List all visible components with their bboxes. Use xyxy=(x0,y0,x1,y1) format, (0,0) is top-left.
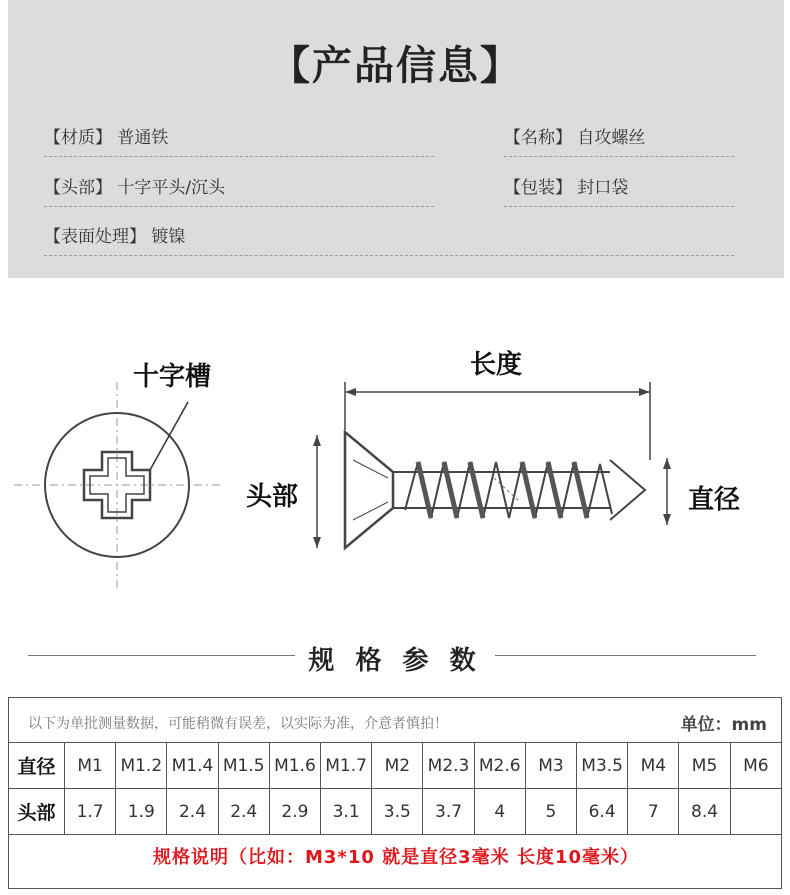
head-cell: 8.4 xyxy=(679,789,730,835)
screw-head-top-view xyxy=(14,382,222,590)
heading-rule-left xyxy=(28,655,298,656)
length-label: 长度 xyxy=(470,350,523,380)
diameter-cell: M1.5 xyxy=(218,743,269,789)
diameter-row xyxy=(9,743,782,789)
diameter-cell: M1.7 xyxy=(321,743,372,789)
diameter-cell: M6 xyxy=(730,743,781,789)
head-cell: 3.7 xyxy=(423,789,474,835)
head-cell: 2.4 xyxy=(218,789,269,835)
head-cell: 2.4 xyxy=(167,789,218,835)
diameter-cell: M1.2 xyxy=(116,743,167,789)
spec-table-box xyxy=(8,697,782,889)
heading-rule-right xyxy=(492,655,756,656)
screw-side-view xyxy=(313,382,671,548)
product-info-panel xyxy=(8,0,784,278)
head-cell: 2.9 xyxy=(269,789,320,835)
info-row-name xyxy=(504,116,734,157)
spec-table xyxy=(8,742,782,835)
head-cell: 6.4 xyxy=(577,789,628,835)
diameter-label: 直径 xyxy=(688,485,741,515)
head-cell: 4 xyxy=(474,789,525,835)
diameter-cell: M2.6 xyxy=(474,743,525,789)
screw-diagram xyxy=(0,300,790,620)
diameter-cell: M3.5 xyxy=(577,743,628,789)
unit-label: 单位：mm xyxy=(680,715,767,735)
head-row xyxy=(9,789,782,835)
diameter-cell: M1.4 xyxy=(167,743,218,789)
packaging-text: 【包装】 封口袋 xyxy=(504,178,629,198)
head-label: 头部 xyxy=(246,482,299,512)
head-text: 【头部】 十字平头/沉头 xyxy=(44,178,226,198)
name-text: 【名称】 自攻螺丝 xyxy=(504,128,646,148)
diameter-cell: M2 xyxy=(372,743,423,789)
head-cell: 5 xyxy=(525,789,576,835)
info-row-material xyxy=(44,116,434,157)
cross-slot-label: 十字槽 xyxy=(133,362,212,392)
diameter-cell: M1.6 xyxy=(269,743,320,789)
spec-heading: 规 格 参 数 xyxy=(295,640,495,677)
head-cell xyxy=(730,789,781,835)
material-text: 【材质】 普通铁 xyxy=(44,128,169,148)
head-row-label: 头部 xyxy=(9,789,65,835)
diameter-cell: M2.3 xyxy=(423,743,474,789)
head-cell: 3.5 xyxy=(372,789,423,835)
measurement-note: 以下为单批测量数据，可能稍微有误差，以实际为准，介意者慎拍！ xyxy=(28,716,448,732)
head-cell: 7 xyxy=(628,789,679,835)
head-cell: 1.7 xyxy=(65,789,116,835)
info-row-packaging xyxy=(504,166,734,207)
spec-explanation: 规格说明（比如：M3*10 就是直径3毫米 长度10毫米） xyxy=(152,847,639,868)
diameter-cell: M5 xyxy=(679,743,730,789)
head-cell: 3.1 xyxy=(321,789,372,835)
screw-drawing xyxy=(0,300,790,620)
info-row-head xyxy=(44,166,434,207)
diameter-cell: M3 xyxy=(525,743,576,789)
info-row-finish xyxy=(44,215,734,256)
diameter-row-label: 直径 xyxy=(9,743,65,789)
finish-text: 【表面处理】 镀镍 xyxy=(44,227,186,247)
diameter-cell: M1 xyxy=(65,743,116,789)
head-cell: 1.9 xyxy=(116,789,167,835)
product-info-title: 【产品信息】 xyxy=(270,43,522,89)
diameter-cell: M4 xyxy=(628,743,679,789)
